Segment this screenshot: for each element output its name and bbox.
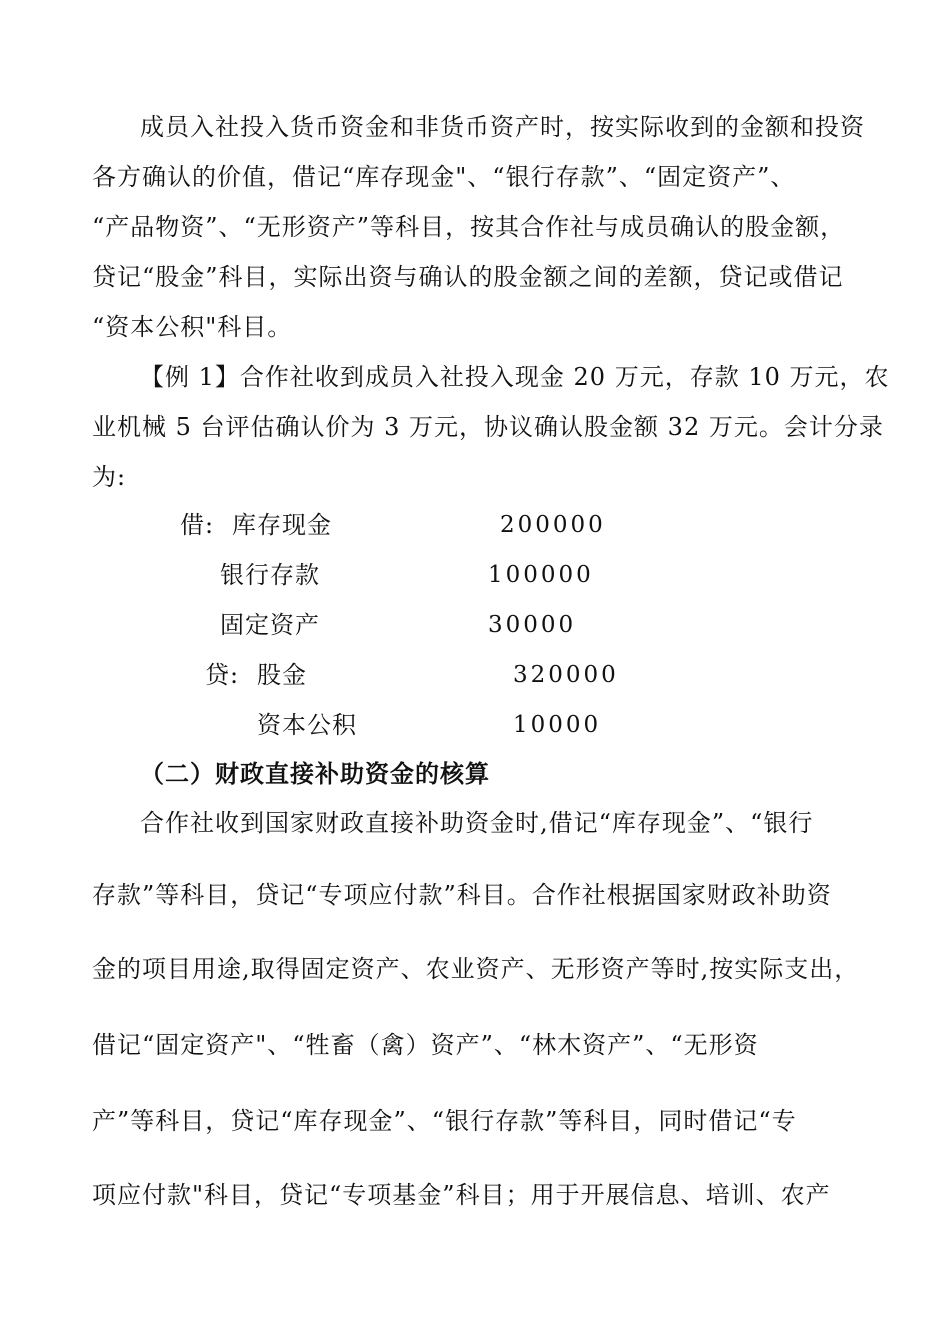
section-heading: （二）财政直接补助资金的核算 (140, 760, 490, 788)
text-line: 成员入社投入货币资金和非货币资产时，按实际收到的金额和投资 (140, 113, 865, 141)
text-line: 【例 1】合作社收到成员入社投入现金 20 万元，存款 10 万元，农 (140, 363, 890, 391)
journal-amount: 30000 (488, 612, 577, 638)
journal-amount: 320000 (513, 662, 619, 688)
text-line: “资本公积"科目。 (92, 313, 293, 341)
journal-account: 银行存款 (220, 561, 320, 589)
journal-amount: 200000 (500, 512, 606, 538)
journal-amount: 10000 (513, 712, 602, 738)
journal-account: 股金 (257, 661, 307, 689)
text-line: 产”等科目，贷记“库存现金”、“银行存款”等科目，同时借记“专 (92, 1107, 797, 1135)
journal-account: 库存现金 (232, 511, 332, 539)
journal-account: 资本公积 (257, 711, 357, 739)
text-line: 为: (92, 463, 127, 491)
text-line: 存款”等科目，贷记“专项应付款”科目。合作社根据国家财政补助资 (92, 881, 832, 909)
text-line: “产品物资”、“无形资产”等科目，按其合作社与成员确认的股金额， (92, 213, 846, 241)
journal-account: 固定资产 (220, 611, 320, 639)
text-line: 业机械 5 台评估确认价为 3 万元，协议确认股金额 32 万元。会计分录 (92, 413, 884, 441)
debit-label: 借: (180, 511, 215, 539)
text-line: 合作社收到国家财政直接补助资金时,借记“库存现金”、“银行 (140, 809, 814, 837)
text-line: 贷记“股金”科目，实际出资与确认的股金额之间的差额，贷记或借记 (92, 263, 844, 291)
text-line: 项应付款"科目，贷记“专项基金”科目；用于开展信息、培训、农产 (92, 1181, 831, 1209)
text-line: 各方确认的价值，借记“库存现金"、“银行存款”、“固定资产”、 (92, 163, 796, 191)
credit-label: 贷: (205, 661, 240, 689)
text-line: 金的项目用途,取得固定资产、农业资产、无形资产等时,按实际支出， (92, 955, 860, 983)
journal-amount: 100000 (488, 562, 594, 588)
text-line: 借记“固定资产"、“牲畜（禽）资产”、“林木资产”、“无形资 (92, 1031, 759, 1059)
